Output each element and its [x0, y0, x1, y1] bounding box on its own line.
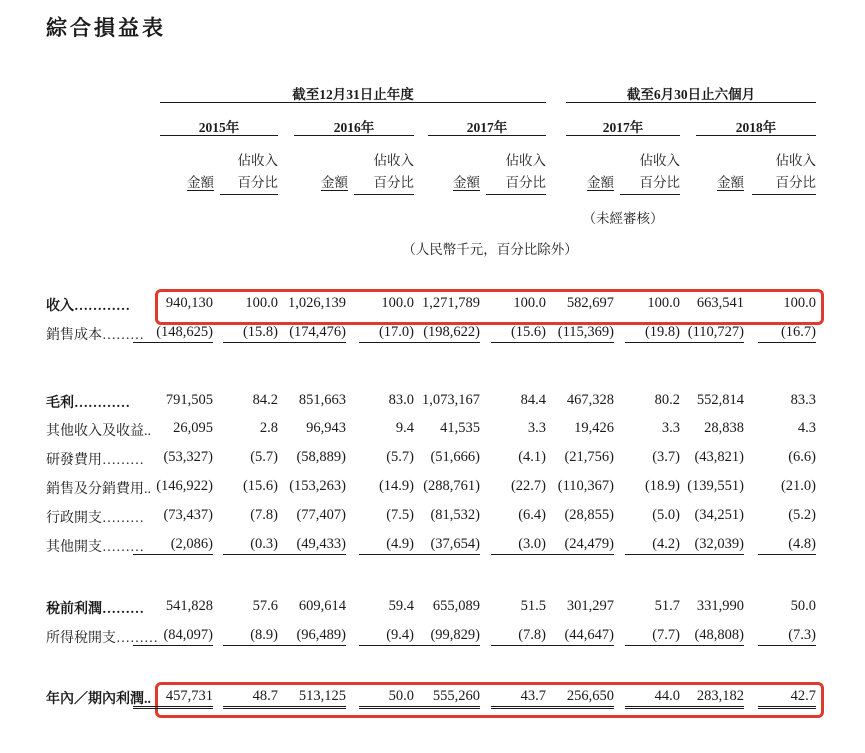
table-cell: (22.7) [510, 478, 546, 494]
table-cell: (7.8) [250, 507, 278, 523]
table-cell: (21,756) [564, 449, 614, 465]
table-cell: 663,541 [696, 295, 744, 311]
table-cell: (51,666) [430, 449, 480, 465]
table-cell: (37,654) [390, 536, 480, 555]
table-cell: (4.1) [518, 449, 546, 465]
table-cell: (8.9) [223, 627, 278, 646]
table-cell: (15.6) [491, 324, 546, 343]
table-cell: 555,260 [390, 688, 480, 709]
table-row [0, 295, 865, 319]
table-cell: (16.7) [758, 324, 816, 343]
row-label: 其他收入及收益.. [46, 424, 151, 439]
table-cell: (19.8) [625, 324, 680, 343]
table-cell: (4.9) [359, 536, 414, 555]
table-cell: 655,089 [432, 598, 480, 614]
table-row [0, 392, 865, 416]
unit-note: （人民幣千元，百分比除外） [402, 242, 578, 257]
row-label: 收入………… [46, 299, 130, 314]
table-cell: (34,251) [694, 507, 744, 523]
table-cell: 26,095 [173, 420, 213, 436]
table-cell: (153,263) [289, 478, 346, 494]
col-amount-2017h: 金額 [587, 175, 614, 190]
table-cell: 51.7 [654, 598, 680, 614]
table-cell: 84.2 [252, 392, 278, 408]
table-row [0, 598, 865, 622]
table-cell: (53,327) [163, 449, 213, 465]
table-cell: 48.7 [223, 688, 278, 709]
table-cell: (58,889) [296, 449, 346, 465]
unaudited-note: （未經審核） [582, 211, 664, 226]
table-cell: 59.4 [388, 598, 414, 614]
table-cell: (81,532) [430, 507, 480, 523]
row-label: 年內／期內利潤.. [46, 692, 151, 707]
table-cell: 791,505 [165, 392, 213, 408]
table-cell: (84,097) [133, 627, 213, 646]
table-row [0, 478, 865, 502]
table-cell: 19,426 [574, 420, 614, 436]
header-year-2017: 2017年 [466, 120, 508, 135]
table-cell: 83.0 [388, 392, 414, 408]
table-cell: (198,622) [390, 324, 480, 343]
table-cell: (5.2) [788, 507, 816, 523]
table-cell: 100.0 [381, 295, 414, 311]
header-year-rule [160, 135, 278, 136]
table-cell: (6.6) [788, 449, 816, 465]
col-pct-2016: 佔收入 百分比 [354, 150, 414, 195]
table-cell: 1,271,789 [422, 295, 480, 311]
row-label: 稅前利潤……… [46, 602, 144, 617]
table-cell: (3.0) [491, 536, 546, 555]
table-cell: (15.6) [242, 478, 278, 494]
table-cell: (5.0) [652, 507, 680, 523]
header-year-2018-half: 2018年 [735, 120, 777, 135]
table-cell: (48,808) [664, 627, 744, 646]
table-cell: 100.0 [513, 295, 546, 311]
table-cell: 283,182 [664, 688, 744, 709]
table-cell: 582,697 [566, 295, 614, 311]
row-label: 毛利………… [46, 396, 130, 411]
table-cell: 100.0 [783, 295, 816, 311]
header-group-half: 截至6月30日止六個月 [626, 87, 756, 102]
table-cell: (24,479) [534, 536, 614, 555]
table-cell: (49,433) [264, 536, 346, 555]
table-cell: 256,650 [534, 688, 614, 709]
table-cell: 1,026,139 [288, 295, 346, 311]
table-cell: 851,663 [298, 392, 346, 408]
table-cell: (32,039) [664, 536, 744, 555]
table-cell: 100.0 [245, 295, 278, 311]
table-cell: 57.6 [252, 598, 278, 614]
table-cell: (43,821) [694, 449, 744, 465]
table-cell: 3.3 [661, 420, 680, 436]
table-cell: (73,437) [163, 507, 213, 523]
table-row [0, 449, 865, 473]
table-cell: (14.9) [378, 478, 414, 494]
col-pct-2015: 佔收入 百分比 [220, 150, 278, 195]
table-cell: 80.2 [654, 392, 680, 408]
header-year-2016: 2016年 [333, 120, 375, 135]
col-amount-2016: 金額 [321, 175, 348, 190]
header-year-rule [696, 135, 816, 136]
table-cell: 609,614 [298, 598, 346, 614]
table-cell: 42.7 [758, 688, 816, 709]
table-cell: (7.5) [386, 507, 414, 523]
header-year-rule [566, 135, 680, 136]
page-title: 綜合損益表 [46, 16, 166, 40]
table-cell: (110,727) [664, 324, 744, 343]
table-cell: 100.0 [647, 295, 680, 311]
table-cell: 96,943 [306, 420, 346, 436]
table-cell: (5.7) [250, 449, 278, 465]
table-cell: (9.4) [359, 627, 414, 646]
header-group-half-rule [566, 102, 816, 103]
row-label: 銷售成本……… [46, 328, 144, 343]
row-label: 其他開支……… [46, 540, 144, 555]
table-cell: (77,407) [296, 507, 346, 523]
table-cell: (7.7) [625, 627, 680, 646]
table-cell: (6.4) [518, 507, 546, 523]
table-cell: (99,829) [390, 627, 480, 646]
table-row [0, 420, 865, 444]
table-cell: 43.7 [491, 688, 546, 709]
table-cell: (3.7) [652, 449, 680, 465]
table-cell: (110,367) [557, 478, 614, 494]
table-cell: (15.8) [223, 324, 278, 343]
table-cell: 41,535 [440, 420, 480, 436]
table-cell: (5.7) [386, 449, 414, 465]
table-cell: 3.3 [527, 420, 546, 436]
table-cell: (17.0) [359, 324, 414, 343]
row-label: 銷售及分銷費用.. [46, 482, 151, 497]
table-cell: (174,476) [264, 324, 346, 343]
table-cell: 2.8 [259, 420, 278, 436]
table-cell: 331,990 [696, 598, 744, 614]
table-cell: (7.3) [758, 627, 816, 646]
table-cell: 50.0 [790, 598, 816, 614]
header-group-year: 截至12月31日止年度 [292, 87, 414, 102]
table-cell: (148,625) [133, 324, 213, 343]
header-year-2017-half: 2017年 [602, 120, 644, 135]
header-group-year-rule [160, 102, 546, 103]
table-cell: (44,647) [534, 627, 614, 646]
table-cell: 44.0 [625, 688, 680, 709]
table-cell: 552,814 [696, 392, 744, 408]
table-cell: (21.0) [780, 478, 816, 494]
table-cell: (4.2) [625, 536, 680, 555]
table-cell: 457,731 [133, 688, 213, 709]
table-row [0, 627, 865, 651]
table-cell: 51.5 [520, 598, 546, 614]
header-year-rule [428, 135, 546, 136]
table-cell: 541,828 [165, 598, 213, 614]
table-cell: 1,073,167 [422, 392, 480, 408]
table-cell: (7.8) [491, 627, 546, 646]
table-row [0, 536, 865, 560]
table-row [0, 688, 865, 712]
table-cell: (115,369) [534, 324, 614, 343]
table-cell: 467,328 [566, 392, 614, 408]
table-cell: 28,838 [704, 420, 744, 436]
table-cell: 83.3 [790, 392, 816, 408]
row-label: 行政開支……… [46, 511, 144, 526]
table-cell: (96,489) [264, 627, 346, 646]
table-cell: 50.0 [359, 688, 414, 709]
table-cell: 940,130 [165, 295, 213, 311]
col-amount-2017: 金額 [453, 175, 480, 190]
table-cell: 513,125 [264, 688, 346, 709]
header-year-2015: 2015年 [198, 120, 240, 135]
header-year-rule [294, 135, 414, 136]
table-cell: 301,297 [566, 598, 614, 614]
table-row [0, 507, 865, 531]
col-amount-2018h: 金額 [717, 175, 744, 190]
table-cell: (0.3) [223, 536, 278, 555]
row-label: 所得稅開支……… [46, 631, 158, 646]
col-amount-2015: 金額 [187, 175, 214, 190]
table-cell: 4.3 [797, 420, 816, 436]
col-pct-2017: 佔收入 百分比 [486, 150, 546, 195]
row-label: 研發費用……… [46, 453, 144, 468]
table-cell: 84.4 [520, 392, 546, 408]
table-cell: 9.4 [395, 420, 414, 436]
table-row [0, 324, 865, 348]
table-cell: (28,855) [564, 507, 614, 523]
table-cell: (139,551) [687, 478, 744, 494]
table-cell: (288,761) [423, 478, 480, 494]
col-pct-2018h: 佔收入 百分比 [752, 150, 816, 195]
col-pct-2017h: 佔收入 百分比 [620, 150, 680, 195]
table-cell: (18.9) [644, 478, 680, 494]
table-cell: (2,086) [133, 536, 213, 555]
table-cell: (146,922) [156, 478, 213, 494]
table-cell: (4.8) [758, 536, 816, 555]
